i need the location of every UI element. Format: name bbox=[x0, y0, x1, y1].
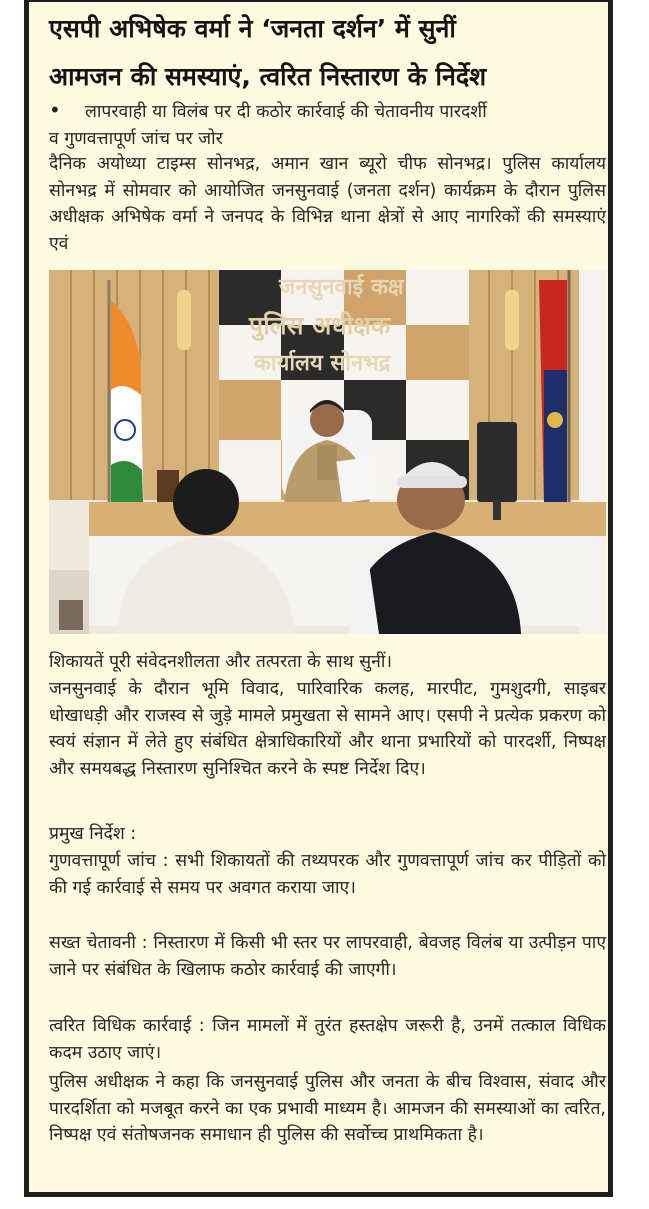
bullet-icon: • bbox=[49, 98, 61, 122]
wall-lamp-left bbox=[177, 290, 191, 350]
article-photo bbox=[49, 270, 606, 634]
headline-line-1: एसपी अभिषेक वर्मा ने ‘जनता दर्शन’ में सुनीं bbox=[49, 14, 456, 43]
news-clipping bbox=[24, 0, 613, 1197]
sign-text-1: जनसुनवाई कक्ष bbox=[279, 275, 404, 300]
bullet-line-1: • लापरवाही या विलंब पर दी कठोर कार्रवाई की चेतावनीय पारदर्शी bbox=[49, 98, 487, 122]
paragraph-2: जनसुनवाई के दौरान भूमि विवाद, पारिवारिक कलह, मारपीट, गुमशुदगी, साइबर धोखाधड़ी और राजस्व से जुड़े मामले प्रमुखता से सामने आए। एसपी ने प्रत्येक प्रकरण को स्वयं संज्ञान में लेते हुए संबंधित क्षेत्राधिकारियों और थाना प्रभारियों को पारदर्शी, निष्पक्ष और समयबद्ध निस्तारण सुनिश्चित करने के स्पष्ट निर्देश दिए। bbox=[49, 679, 606, 779]
intro-paragraph: दैनिक अयोध्या टाइम्स सोनभद्र, अमान खान ब्यूरो चीफ सोनभद्र। पुलिस कार्यालय सोनभद्र में सोमवार को आयोजित जनसुनवाई (जनता दर्शन) कार्यक्रम के दौरान पुलिस अधीक्षक अभिषेक वर्मा ने जनपद के विभिन्न थाना क्षेत्रों से आए नागरिकों की समस्याएं एवं bbox=[49, 154, 606, 254]
subheading-bullet bbox=[49, 97, 606, 152]
wall-lamp-right bbox=[505, 290, 519, 350]
sign-text-2: पुलिस अधीक्षक bbox=[249, 311, 391, 340]
headline-line-2: आमजन की समस्याएं, त्वरित निस्तारण के निर्देश bbox=[49, 62, 487, 91]
desk-top bbox=[89, 502, 606, 536]
directive-legal-action: त्वरित विधिक कार्रवाई : जिन मामलों में तुरंत हस्तक्षेप जरूरी है, उनमें तत्काल विधिक कदम उठाए जाएं। bbox=[49, 1016, 606, 1063]
directive-quality-investigation: गुणवत्तापूर्ण जांच : सभी शिकायतों की तथ्यपरक और गुणवत्तापूर्ण जांच कर पीड़ितों को की गई कार्रवाई से समय पर अवगत कराया जाए। bbox=[49, 851, 606, 898]
paragraph-1: शिकायतें पूरी संवेदनशीलता और तत्परता के साथ सुनीं। bbox=[49, 652, 393, 672]
directives-heading: प्रमुख निर्देश : bbox=[49, 824, 137, 844]
directive-strict-warning: सख्त चेतावनी : निस्तारण में किसी भी स्तर पर लापरवाही, बेवजह विलंब या उत्पीड़न पाए जाने पर संबंधित के खिलाफ कठोर कार्रवाई की जाएगी। bbox=[49, 933, 606, 980]
closing-paragraph: पुलिस अधीक्षक ने कहा कि जनसुनवाई पुलिस और जनता के बीच विश्वास, संवाद और पारदर्शिता को मजबूत करने का एक प्रभावी माध्यम है। आमजन की समस्याओं का त्वरित, निष्पक्ष एवं संतोषजनक समाधान ही पुलिस की सर्वोच्च प्राथमिकता है। bbox=[49, 1072, 606, 1145]
sign-text-3: कार्यालय सोनभद्र bbox=[254, 351, 391, 376]
bullet-line-2: व गुणवत्तापूर्ण जांच पर जोर bbox=[49, 128, 223, 149]
